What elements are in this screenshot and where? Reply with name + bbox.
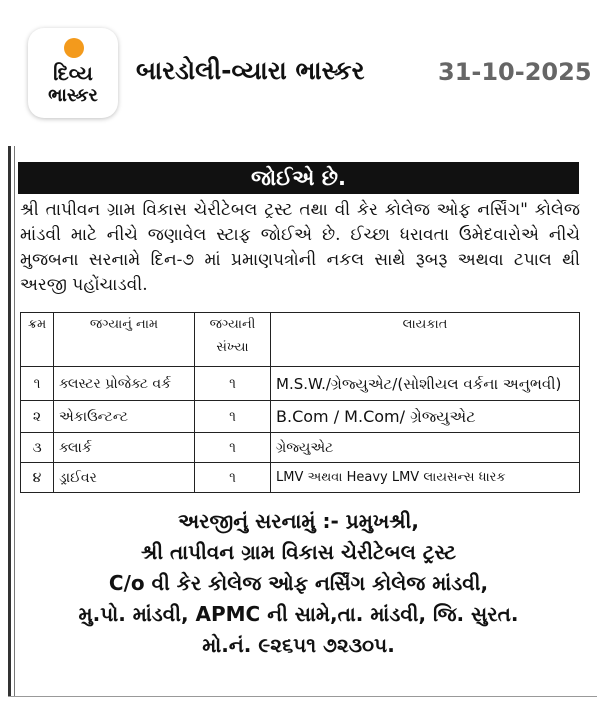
header-post: જગ્યાનું નામ <box>54 313 195 367</box>
row-qualification: M.S.W./ગ્રેજ્યુએટ/(સોશીયલ વર્કના અનુભવી) <box>271 367 580 401</box>
row-num: ૩ <box>21 433 54 463</box>
ad-banner-heading: જોઈએ છે. <box>18 162 579 194</box>
row-post: ક્લસ્ટર પ્રોજેક્ટ વર્ક <box>54 367 195 401</box>
row-num: ૧ <box>21 367 54 401</box>
row-num: ૪ <box>21 463 54 493</box>
row-qualification: B.Com / M.Com/ ગ્રેજ્યુએટ <box>271 401 580 433</box>
sun-dot-icon <box>64 38 84 58</box>
row-count: ૧ <box>195 367 271 401</box>
row-post: એકાઉન્ટન્ટ <box>54 401 195 433</box>
table-header-row <box>21 313 580 367</box>
logo-text-line2: ભાસ્કર <box>48 85 98 106</box>
application-address <box>18 506 579 661</box>
header-count-line1: જગ્યાની <box>209 317 256 332</box>
address-line: C/o વી કેર કોલેજ ઓફ નર્સિંગ કોલેજ માંડવી, <box>108 571 489 595</box>
header <box>0 0 605 120</box>
ad-body-text: શ્રી તાપીવન ગ્રામ વિકાસ ચેરીટેબલ ટ્રસ્ટ તથા વી કેર કોલેજ ઓફ નર્સિંગ" કોલેજ માંડવી માટે નીચે જણાવેલ સ્ટાફ જોઈએ છે. ઈચ્છા ધરાવતા ઉમેદવારોએ નીચે મુજબના સરનામે દિન-૭ માં પ્રમાણપત્રોની નકલ સાથે રૂબરૂ અથવા ટપાલ થી અરજી પહોંચાડવી. <box>20 200 580 295</box>
header-count-line2: સંખ્યા <box>216 340 249 355</box>
header-count <box>195 313 271 367</box>
row-num: ૨ <box>21 401 54 433</box>
clipping-bottom-edge <box>8 696 597 697</box>
address-line: અરજીનું સરનામું :- પ્રમુખશ્રી, <box>178 509 419 533</box>
table-row <box>21 463 580 493</box>
table-row <box>21 367 580 401</box>
row-count: ૧ <box>195 433 271 463</box>
address-line: મુ.પો. માંડવી, APMC ની સામે,તા. માંડવી, જિ. સુરત. <box>78 602 519 626</box>
edition-title: બારડોલી-વ્યારા ભાસ્કર <box>136 56 365 85</box>
header-num: ક્રમ <box>21 313 54 367</box>
contact-number: મો.નં. ૯૨૬૫૧ ૭૨૩૦૫. <box>202 633 395 657</box>
row-qualification: LMV અથવા Heavy LMV લાયસન્સ ધારક <box>271 463 580 493</box>
row-qualification: ગ્રેજ્યુએટ <box>271 433 580 463</box>
table-row <box>21 433 580 463</box>
row-count: ૧ <box>195 463 271 493</box>
divya-bhaskar-logo[interactable] <box>28 28 118 118</box>
column-rule <box>8 146 11 696</box>
column-rule-thin <box>14 146 15 696</box>
address-line: શ્રી તાપીવન ગ્રામ વિકાસ ચેરીટેબલ ટ્રસ્ટ <box>141 540 456 564</box>
vacancy-table <box>20 312 580 493</box>
row-post: ક્લાર્ક <box>54 433 195 463</box>
header-qualification: લાયકાત <box>271 313 580 367</box>
row-post: ડ્રાઈવર <box>54 463 195 493</box>
row-count: ૧ <box>195 401 271 433</box>
table-row <box>21 401 580 433</box>
edition-date: 31-10-2025 <box>438 58 592 86</box>
logo-text-line1: દિવ્ય <box>53 61 93 85</box>
